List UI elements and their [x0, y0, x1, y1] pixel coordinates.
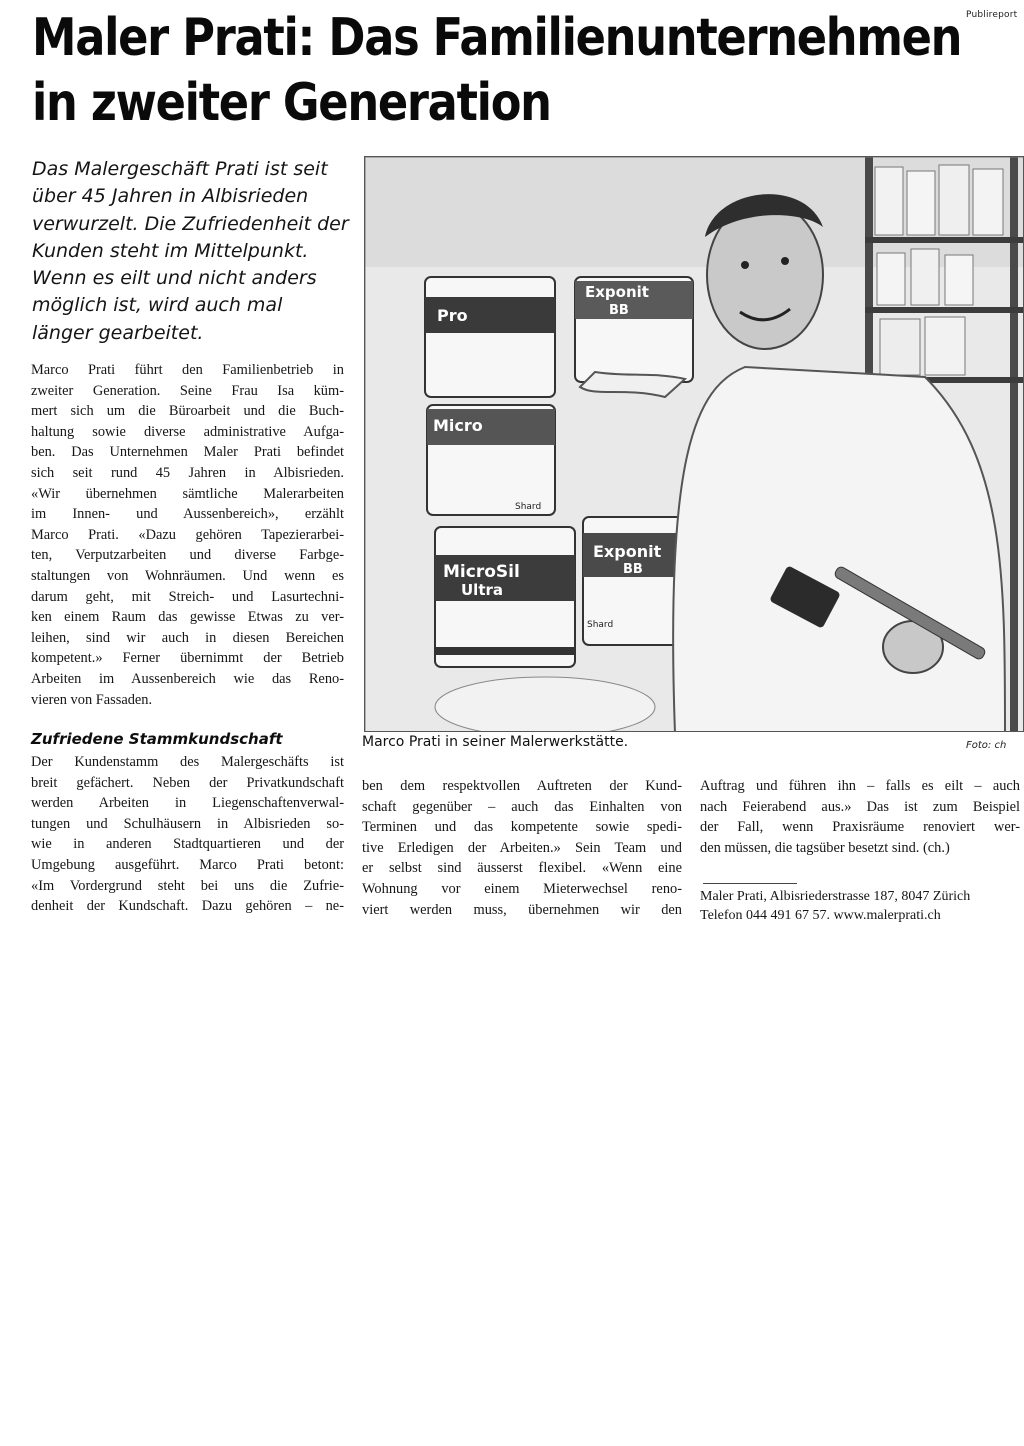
headline [32, 6, 962, 136]
bucket-label: Ultra [461, 581, 504, 599]
body-line: vieren von Fassaden. [31, 691, 153, 708]
body-line: schaft gegenüber – auch das Einhalten von [362, 798, 682, 815]
lead-line: Kunden steht im Mittelpunkt. [32, 239, 309, 262]
photo-illustration [365, 157, 1024, 732]
contact-divider [703, 883, 797, 884]
bucket-label: BB [609, 303, 629, 318]
bucket-label: Shard [587, 620, 614, 630]
lead-line: Das Malergeschäft Prati ist seit [32, 158, 328, 180]
bucket-label: Pro [437, 306, 468, 325]
body-line: Umgebung ausgeführt. Marco Prati betont: [31, 856, 344, 873]
contact-line: Maler Prati, Albisriederstrasse 187, 8047 Zürich [700, 889, 971, 904]
contact-line: Telefon 044 491 67 57. www.malerprati.ch [700, 908, 941, 923]
body-line: Wohnung vor einem Mieterwechsel reno- [362, 880, 682, 897]
body-column-2 [362, 776, 682, 920]
body-line: tive Erledigen der Arbeiten.» Sein Team und [362, 839, 682, 856]
paint-bucket [427, 405, 555, 515]
body-line: Terminen und das kompetente sowie spedi- [362, 819, 682, 836]
article-photo [364, 156, 1024, 732]
body-line: ben dem respektvollen Auftreten der Kund- [362, 778, 682, 794]
body-line: breit gefächert. Neben der Privatkundschaft [31, 774, 344, 791]
body-line: Auftrag und führen ihn – falls es eilt – auch [700, 778, 1020, 794]
body-line: «Wir übernehmen sämtliche Malerarbeiten [31, 485, 344, 502]
bucket-label: Exponit [593, 542, 662, 561]
lead-paragraph [32, 156, 352, 347]
body-line: tungen und Schulhäusern in Albisrieden so- [31, 815, 344, 832]
body-line: im Innen- und Aussenbereich», erzählt [31, 506, 344, 523]
body-line: haltung sowie diverse administrative Aufga- [31, 423, 344, 440]
lead-line: Wenn es eilt und nicht anders [32, 267, 317, 290]
body-line: Marco Prati. «Dazu gehören Tapezierarbei- [31, 526, 344, 543]
photo-credit: Foto: ch [966, 740, 1007, 751]
body-line: wie in anderen Stadtquartieren und der [31, 836, 344, 853]
body-line: darum geht, mit Streich- und Lasurtechni- [31, 588, 344, 605]
subheading: Zufriedene Stammkundschaft [31, 730, 283, 748]
photo-caption: Marco Prati in seiner Malerwerkstätte. [362, 734, 629, 750]
body-line: viert werden muss, übernehmen wir den [362, 901, 682, 918]
body-column-1 [31, 360, 344, 710]
body-line: den müssen, die tagsüber besetzt sind. (ch.) [700, 839, 950, 856]
bucket-label: MicroSil [443, 562, 520, 582]
rubric-label: Publireport [966, 10, 1018, 20]
body-line: ten, Verputzarbeiten und diverse Farbge- [31, 547, 344, 564]
body-line: er selbst sind äusserst flexibel. «Wenn eine [362, 860, 682, 877]
body-line: Der Kundenstamm des Malergeschäfts ist [31, 754, 344, 770]
headline-line: Maler Prati: Das Familienunternehmen [32, 8, 962, 68]
lead-line: über 45 Jahren in Albisrieden [32, 185, 309, 208]
body-line: Arbeiten im Aussenbereich wie das Reno- [31, 670, 344, 687]
bucket-label: Shard [515, 502, 542, 512]
body-line: sich seit rund 45 Jahren in Albisrieden. [31, 464, 344, 481]
body-line: mert sich um die Büroarbeit und die Buch- [31, 403, 344, 420]
contact-info [700, 887, 970, 925]
body-line: «Im Vordergrund steht bei uns die Zufrie- [31, 877, 344, 894]
bucket-label: Exponit [585, 283, 649, 301]
body-line: ben. Das Unternehmen Maler Prati befindet [31, 444, 344, 461]
lead-line: verwurzelt. Die Zufriedenheit der [32, 212, 349, 235]
body-line: der Fall, wenn Praxisräume renoviert wer- [700, 819, 1020, 836]
body-column-1-continued [31, 752, 344, 917]
body-line: leihen, sind wir auch in diesen Bereichen [31, 629, 344, 646]
body-line: staltungen von Wohnräumen. Und wenn es [31, 567, 344, 584]
body-line: denheit der Kundschaft. Dazu gehören – ne- [31, 898, 344, 915]
body-column-3 [700, 776, 1020, 858]
paint-bucket [575, 277, 693, 382]
body-line: nach Feierabend aus.» Das ist zum Beispiel [700, 798, 1020, 815]
lead-line: möglich ist, wird auch mal [32, 294, 283, 317]
bucket-label: Micro [433, 416, 483, 435]
headline-line: in zweiter Generation [32, 73, 551, 133]
paint-bucket [425, 277, 555, 397]
body-line: zweiter Generation. Seine Frau Isa küm- [31, 382, 344, 399]
paint-bucket [435, 527, 575, 667]
body-line: werden Arbeiten in Liegenschaftenverwal- [31, 795, 344, 812]
lead-line: länger gearbeitet. [32, 321, 204, 344]
body-line: kompetent.» Ferner übernimmt der Betrieb [31, 650, 344, 667]
body-line: Marco Prati führt den Familienbetrieb in [31, 362, 344, 378]
body-line: ken einem Raum das gewisse Etwas zu ver- [31, 609, 344, 626]
bucket-label: BB [623, 562, 643, 577]
